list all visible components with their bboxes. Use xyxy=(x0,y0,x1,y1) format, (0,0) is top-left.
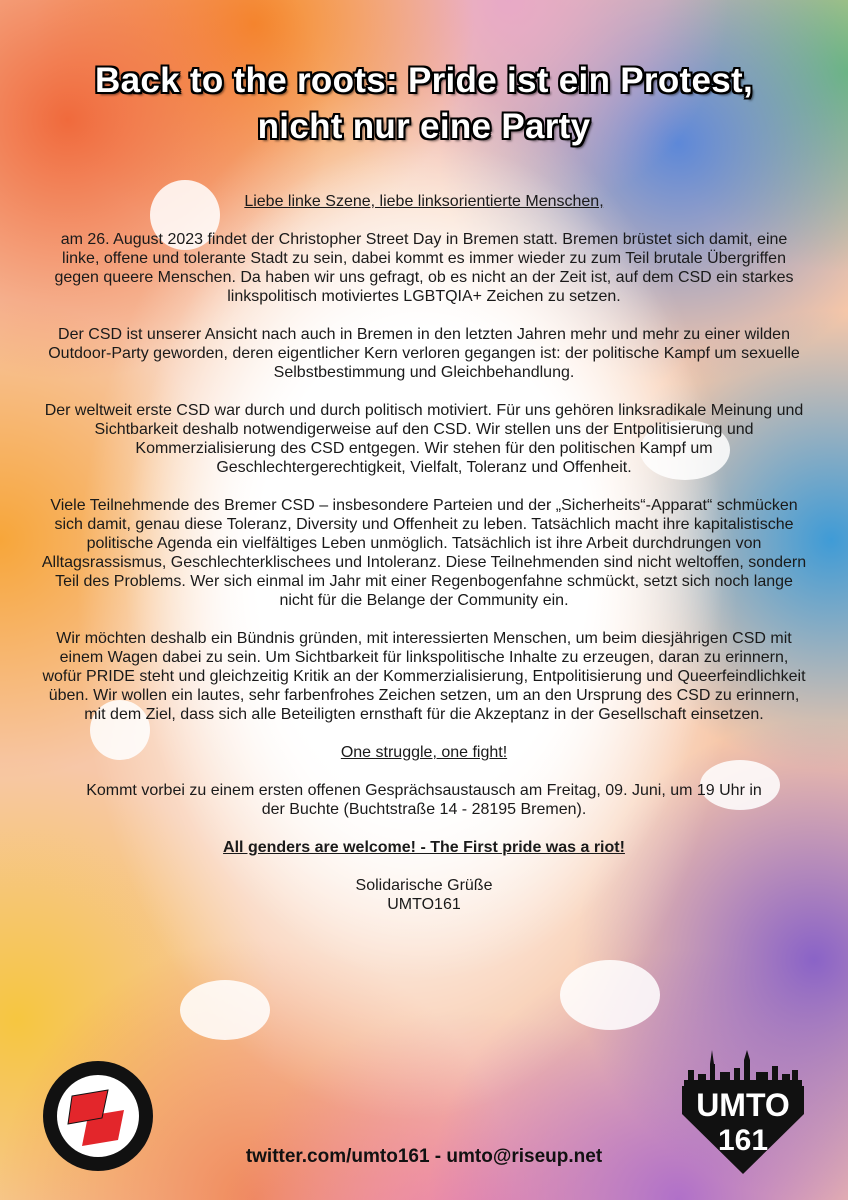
closing xyxy=(40,876,808,914)
closing-text: Solidarische Grüße xyxy=(355,877,493,894)
paragraph-1: am 26. August 2023 findet der Christopher Street Day in Bremen statt. Bremen brüstet sich damit, eine linke, offene und tolerante Stadt zu sein, dabei kommt es immer wieder zu zum Teil brutale Übergriffen gegen queere Menschen. Da haben wir uns gefragt, ob es nicht an der Zeit ist, auf dem CSD ein starkes linkspolitisch motiviertes LGBTQIA+ Zeichen zu setzen. xyxy=(54,231,794,305)
motto: All genders are welcome! - The First pride was a riot! xyxy=(223,839,625,856)
greeting: Liebe linke Szene, liebe linksorientierte Menschen, xyxy=(244,193,604,210)
logo-text-161: 161 xyxy=(717,1124,769,1157)
antifa-flag-logo xyxy=(42,1060,154,1172)
title-line-2: nicht nur eine Party xyxy=(257,107,591,146)
letter-body xyxy=(40,192,808,914)
signature: UMTO161 xyxy=(387,896,461,913)
paragraph-5: Wir möchten deshalb ein Bündnis gründen, mit interessierten Menschen, um beim diesjährigen CSD mit einem Wagen dabei zu sein. Um Sichtbarkeit für linkspolitische Inhalte zu erzeugen, daran zu erinnern, wofür PRIDE steht und gleichzeitig Kritik an der Kommerzialisierung, Entpolitisierung und Queerfeindlichkeit üben. Wir wollen ein lautes, sehr farbenfrohes Zeichen setzen, um an den Ursprung des CSD zu erinnern, mit dem Ziel, dass sich alle Beteiligten ernsthaft für die Akzeptanz in der Gesellschaft einsetzen. xyxy=(42,630,806,723)
paragraph-2: Der CSD ist unserer Ansicht nach auch in Bremen in den letzten Jahren mehr und mehr zu einer wilden Outdoor-Party geworden, deren eigentlicher Kern verloren gegangen ist: der politische Kampf um sexuelle Selbstbestimmung und Gleichbehandlung. xyxy=(48,326,800,381)
slogan: One struggle, one fight! xyxy=(340,744,508,761)
title-line-1: Back to the roots: Pride ist ein Protest, xyxy=(95,61,753,100)
contact-line: twitter.com/umto161 - umto@riseup.net xyxy=(245,1146,603,1167)
paragraph-3: Der weltweit erste CSD war durch und durch politisch motiviert. Für uns gehören linksradikale Meinung und Sichtbarkeit deshalb notwendigerweise auf den CSD. Wir stellen uns der Entpolitisierung und Kommerzialisierung des CSD entgegen. Wir stehen für den politischen Kampf um Geschlechtergerechtigkeit, Vielfalt, Toleranz und Offenheit. xyxy=(44,402,804,476)
skyline-icon xyxy=(684,1050,802,1086)
flyer-content xyxy=(40,0,808,1200)
paragraph-4: Viele Teilnehmende des Bremer CSD – insbesondere Parteien und der „Sicherheits“-Apparat“ schmücken sich damit, genau diese Toleranz, Diversity und Offenheit zu leben. Tatsächlich macht ihre kapitalistische politische Agenda ein vielfältiges Leben unmöglich. Tatsächlich ist ihre Arbeit durchdrungen von Alltagsrassismus, Geschlechterklischees und Intoleranz. Diese Teilnehmenden sind nicht weltoffen, sondern Teil des Problems. Wer sich einmal im Jahr mit einer Regenbogenfahne schmückt, setzt sich noch lange nicht für die Belange der Community ein. xyxy=(41,497,807,609)
umto161-logo xyxy=(676,1050,810,1176)
logo-text-umto: UMTO xyxy=(696,1087,790,1123)
page-title xyxy=(40,58,808,150)
invite-paragraph: Kommt vorbei zu einem ersten offenen Gesprächsaustausch am Freitag, 09. Juni, um 19 Uhr in der Buchte (Buchtstraße 14 - 28195 Bremen). xyxy=(86,782,762,818)
